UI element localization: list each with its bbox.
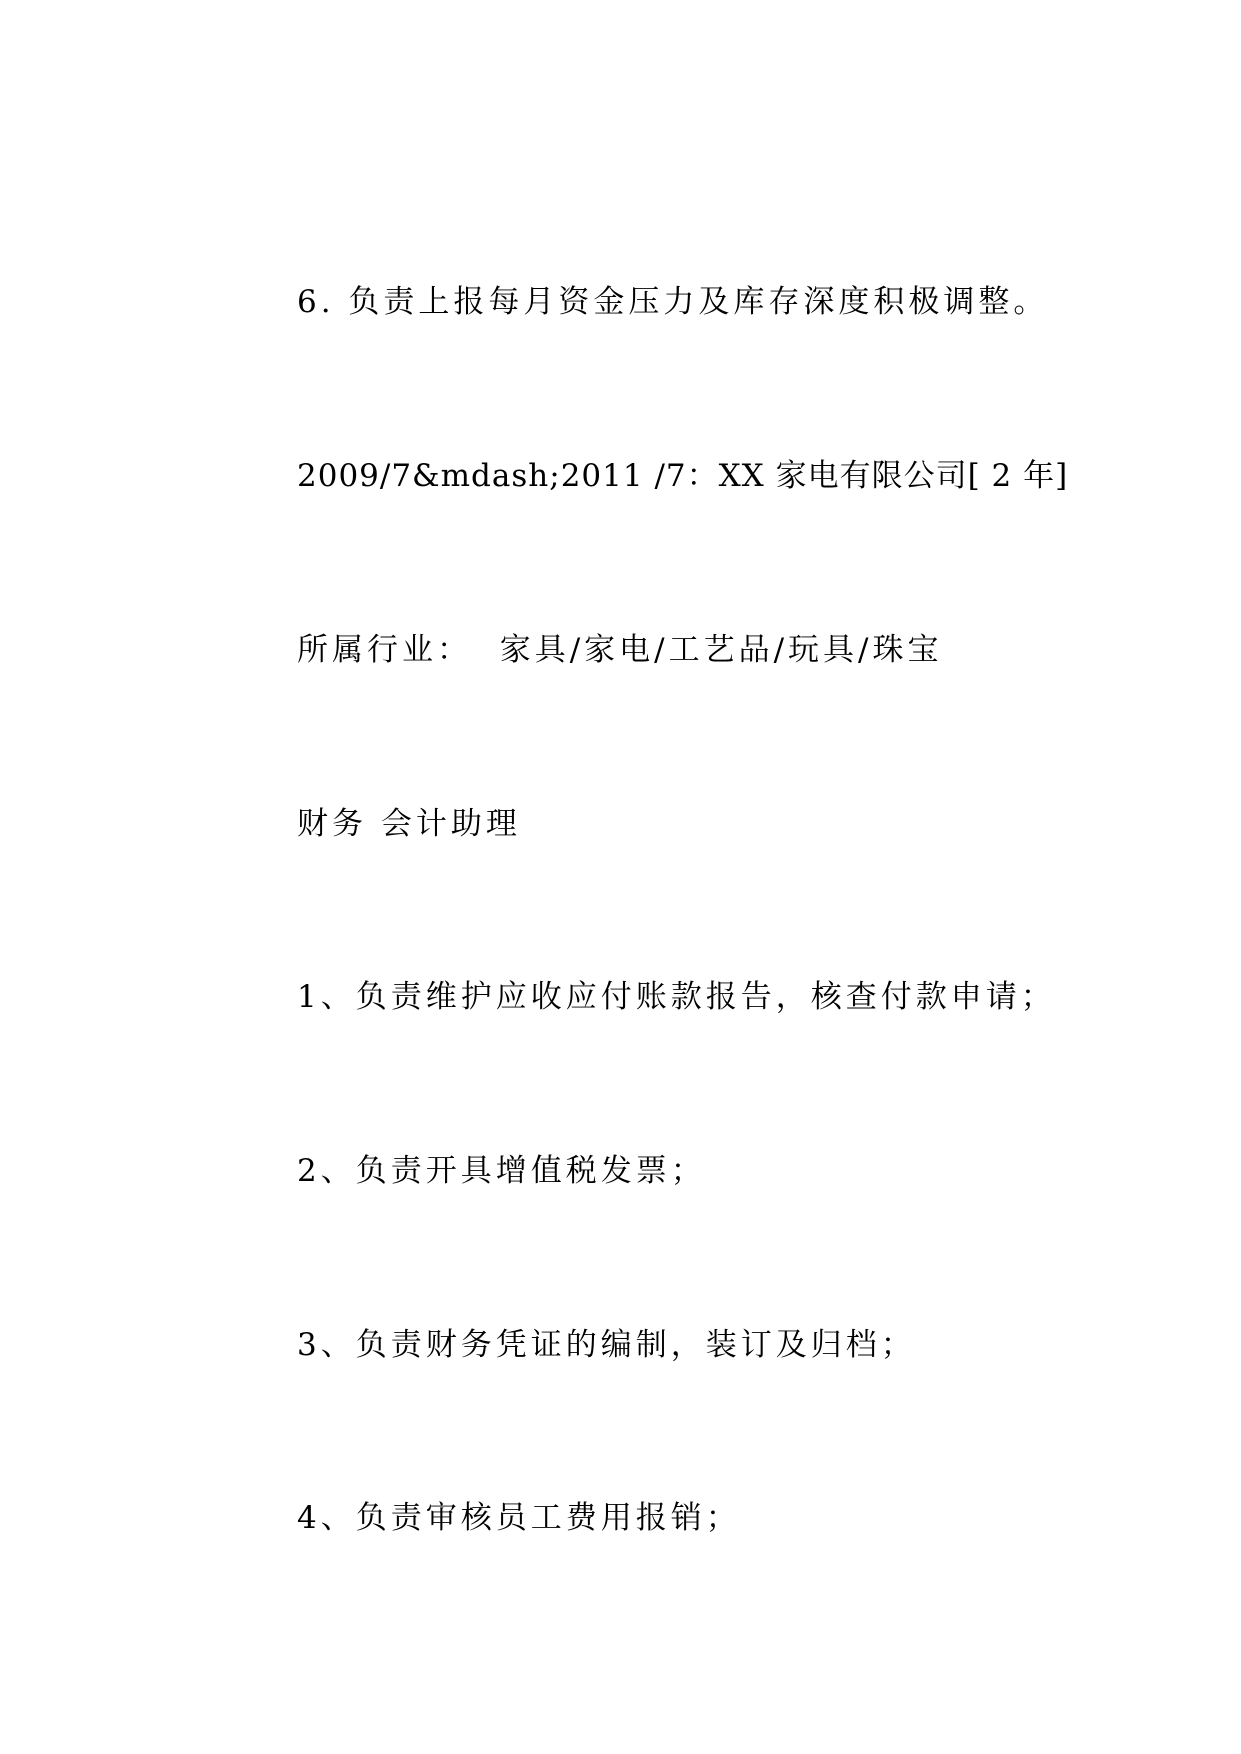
duty-item-6: 6. 负责上报每月资金压力及库存深度积极调整。 — [297, 284, 1049, 320]
duty-item-3: 3、负责财务凭证的编制，装订及归档； — [297, 1327, 916, 1363]
job-title: 财务 会计助理 — [297, 806, 521, 842]
industry-line: 所属行业： 家具/家电/工艺品/玩具/珠宝 — [297, 632, 943, 668]
employment-period-company: 2009/7&mdash;2011 /7：XX 家电有限公司[ 2 年] — [297, 458, 1069, 494]
duty-item-2: 2、负责开具增值税发票； — [297, 1153, 706, 1189]
duty-item-1: 1、负责维护应收应付账款报告，核查付款申请； — [297, 979, 1056, 1015]
duty-item-4: 4、负责审核员工费用报销； — [297, 1500, 741, 1536]
